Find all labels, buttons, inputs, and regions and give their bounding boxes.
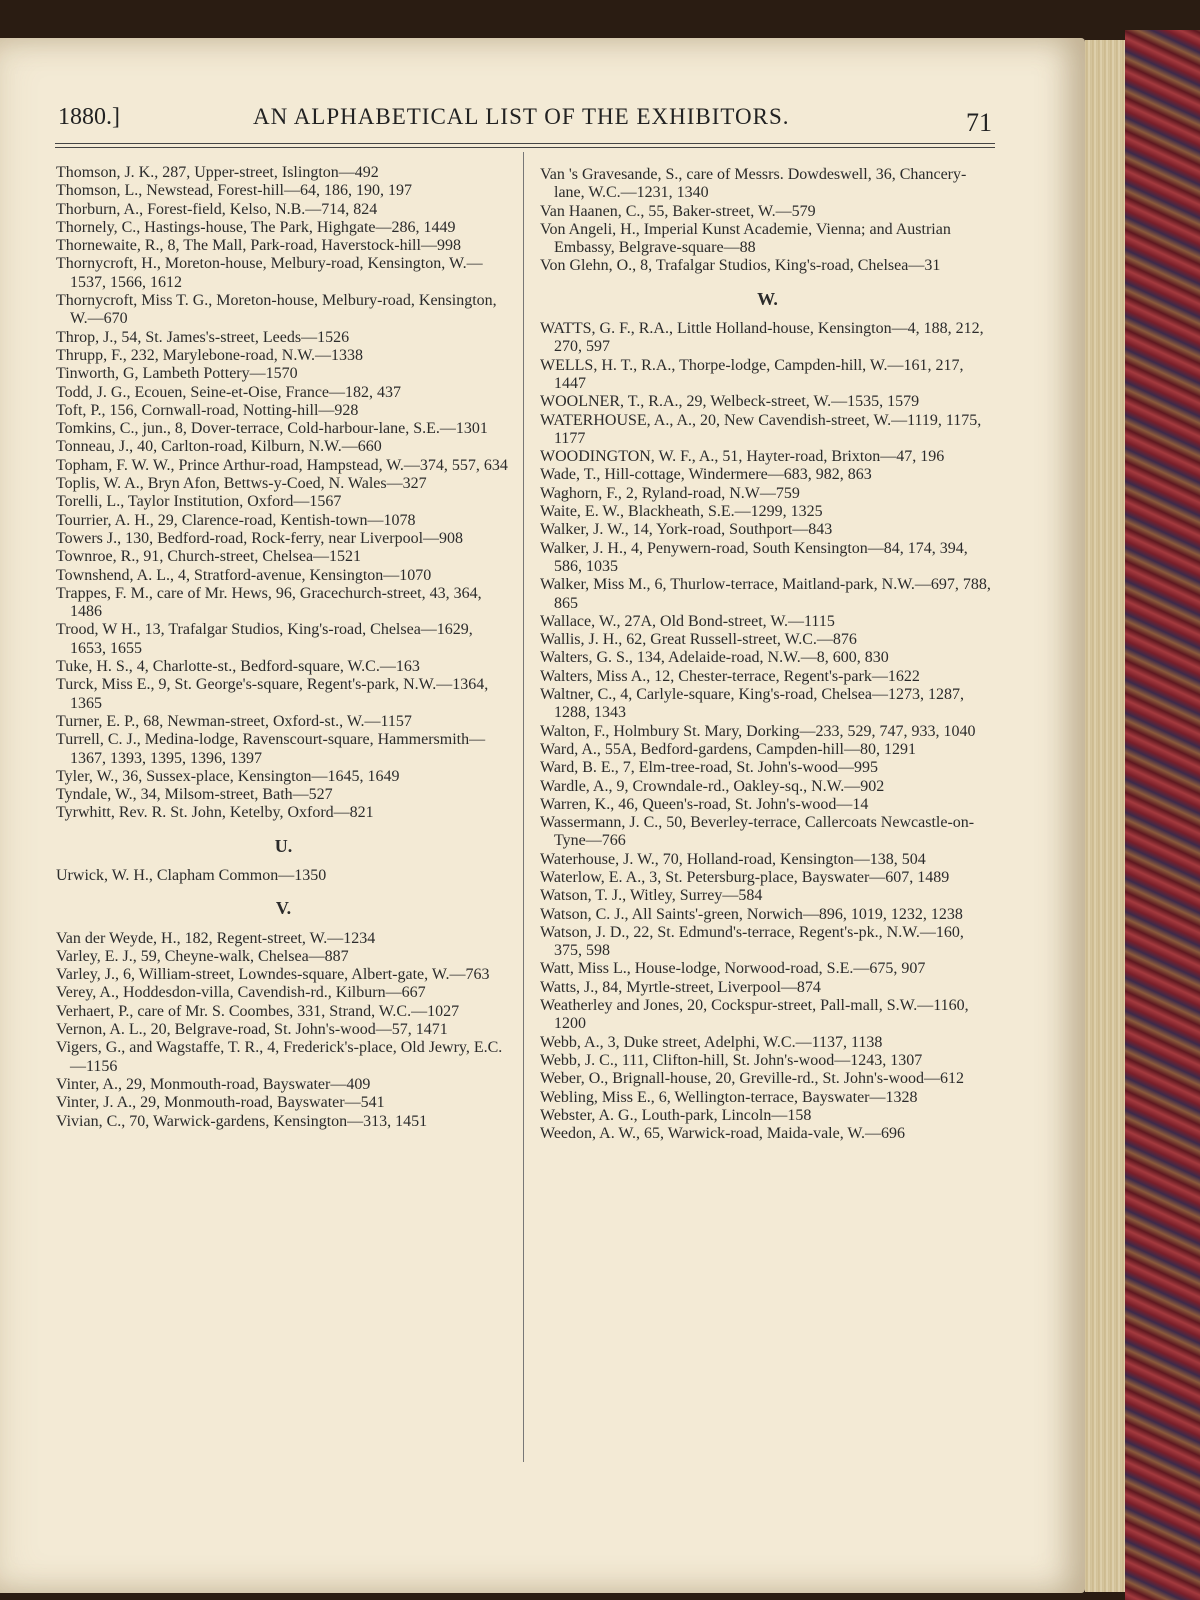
exhibitor-entry: Waghorn, F., 2, Ryland-road, N.W—759 — [540, 484, 800, 502]
exhibitor-entry: Walker, J. H., 4, Penywern-road, South Kensington—84, 174, 394, 586, 1035 — [540, 539, 968, 575]
exhibitor-entry: WELLS, H. T., R.A., Thorpe-lodge, Campden-hill, W.—161, 217, 1447 — [540, 356, 964, 392]
exhibitor-entry: Tomkins, C., jun., 8, Dover-terrace, Cold-harbour-lane, S.E.—1301 — [56, 420, 488, 438]
exhibitor-entry: Weber, O., Brignall-house, 20, Greville-rd., St. John's-wood—612 — [540, 1070, 964, 1088]
exhibitor-entry: Webb, A., 3, Duke street, Adelphi, W.C.—1137, 1138 — [540, 1033, 883, 1051]
exhibitor-entry: Tyrwhitt, Rev. R. St. John, Ketelby, Oxford—821 — [56, 804, 374, 822]
exhibitor-entry: Watson, T. J., Witley, Surrey—584 — [540, 887, 763, 905]
exhibitor-entry: Webling, Miss E., 6, Wellington-terrace, Bayswater—1328 — [540, 1088, 918, 1106]
exhibitor-entry: WOOLNER, T., R.A., 29, Welbeck-street, W.—1535, 1579 — [540, 393, 920, 411]
book-cover-edge — [1125, 30, 1200, 1600]
exhibitor-entry: Ward, B. E., 7, Elm-tree-road, St. John's-wood—995 — [540, 759, 878, 777]
exhibitor-entry: Trood, W H., 13, Trafalgar Studios, King's-road, Chelsea—1629, 1653, 1655 — [56, 621, 473, 657]
running-header — [58, 100, 998, 140]
exhibitor-entry: Waterhouse, J. W., 70, Holland-road, Kensington—138, 504 — [540, 850, 926, 868]
exhibitor-entry: Weedon, A. W., 65, Warwick-road, Maida-vale, W.—696 — [540, 1125, 906, 1143]
exhibitor-entry: Vinter, A., 29, Monmouth-road, Bayswater—409 — [56, 1075, 371, 1093]
page-stack-edge — [1085, 40, 1125, 1592]
left-column — [56, 164, 511, 1131]
exhibitor-entry: Tinworth, G, Lambeth Pottery—1570 — [56, 365, 298, 383]
exhibitor-entry: WATTS, G. F., R.A., Little Holland-house, Kensington—4, 188, 212, 270, 597 — [540, 320, 984, 356]
exhibitor-entry: Urwick, W. H., Clapham Common—1350 — [56, 866, 327, 884]
exhibitor-entry: Throp, J., 54, St. James's-street, Leeds—1526 — [56, 328, 350, 346]
exhibitor-entry: Watt, Miss L., House-lodge, Norwood-road, S.E.—675, 907 — [540, 960, 926, 978]
exhibitor-entry: Vivian, C., 70, Warwick-gardens, Kensington—313, 1451 — [56, 1112, 428, 1130]
t-entries — [56, 164, 511, 823]
exhibitor-entry: Thrupp, F., 232, Marylebone-road, N.W.—1338 — [56, 346, 363, 364]
exhibitor-entry: Townroe, R., 91, Church-street, Chelsea—1521 — [56, 548, 362, 566]
exhibitor-entry: Walters, Miss A., 12, Chester-terrace, Regent's-park—1622 — [540, 667, 920, 685]
exhibitor-entry: Toplis, W. A., Bryn Afon, Bettws-y-Coed, N. Wales—327 — [56, 475, 427, 493]
exhibitor-entry: Wallace, W., 27A, Old Bond-street, W.—1115 — [540, 612, 835, 630]
exhibitor-entry: Verey, A., Hoddesdon-villa, Cavendish-rd., Kilburn—667 — [56, 984, 426, 1002]
exhibitor-entry: Van der Weyde, H., 182, Regent-street, W.—1234 — [56, 929, 376, 947]
exhibitor-entry: Townshend, A. L., 4, Stratford-avenue, Kensington—1070 — [56, 566, 432, 584]
exhibitor-entry: Verhaert, P., care of Mr. S. Coombes, 331, Strand, W.C.—1027 — [56, 1002, 460, 1020]
u-entries — [56, 867, 511, 885]
exhibitor-entry: Toft, P., 156, Cornwall-road, Notting-hill—928 — [56, 401, 359, 419]
exhibitor-entry: Walton, F., Holmbury St. Mary, Dorking—233, 529, 747, 933, 1040 — [540, 722, 976, 740]
exhibitor-entry: Tyler, W., 36, Sussex-place, Kensington—1645, 1649 — [56, 767, 400, 785]
exhibitor-entry: Walker, J. W., 14, York-road, Southport—843 — [540, 521, 833, 539]
exhibitor-entry: Von Angeli, H., Imperial Kunst Academie, Vienna; and Austrian Embassy, Belgrave-square—88 — [540, 220, 951, 257]
exhibitor-entry: Vinter, J. A., 29, Monmouth-road, Bayswater—541 — [56, 1094, 385, 1112]
exhibitor-entry: Todd, J. G., Ecouen, Seine-et-Oise, France—182, 437 — [56, 383, 402, 401]
exhibitor-entry: Von Glehn, O., 8, Trafalgar Studios, King's-road, Chelsea—31 — [540, 257, 941, 275]
exhibitor-entry: Waite, E. W., Blackheath, S.E.—1299, 1325 — [540, 503, 823, 521]
exhibitor-entry: Wade, T., Hill-cottage, Windermere—683, 982, 863 — [540, 466, 872, 484]
v-entries-right — [540, 166, 995, 276]
exhibitor-entry: Weatherley and Jones, 20, Cockspur-street, Pall-mall, S.W.—1160, 1200 — [540, 997, 969, 1033]
exhibitor-entry: Webster, A. G., Louth-park, Lincoln—158 — [540, 1106, 812, 1124]
exhibitor-entry: Thornewaite, R., 8, The Mall, Park-road, Haverstock-hill—998 — [56, 237, 461, 255]
exhibitor-entry: Thomson, L., Newstead, Forest-hill—64, 186, 190, 197 — [56, 182, 412, 200]
exhibitor-entry: Tuke, H. S., 4, Charlotte-st., Bedford-square, W.C.—163 — [56, 658, 420, 676]
w-entries — [540, 320, 995, 1143]
header-rule-top — [55, 143, 995, 144]
exhibitor-entry: Watts, J., 84, Myrtle-street, Liverpool—874 — [540, 978, 821, 996]
header-year: 1880.] — [58, 104, 120, 130]
exhibitor-entry: Varley, J., 6, William-street, Lowndes-square, Albert-gate, W.—763 — [56, 966, 490, 984]
exhibitor-entry: Wallis, J. H., 62, Great Russell-street, W.C.—876 — [540, 631, 857, 649]
exhibitor-entry: Wardle, A., 9, Crowndale-rd., Oakley-sq., N.W.—902 — [540, 777, 885, 795]
header-title: AN ALPHABETICAL LIST OF THE EXHIBITORS. — [253, 104, 790, 129]
exhibitor-entry: Tourrier, A. H., 29, Clarence-road, Kentish-town—1078 — [56, 511, 416, 529]
header-rule-bottom — [55, 147, 995, 148]
exhibitor-entry: Watson, C. J., All Saints'-green, Norwich—896, 1019, 1232, 1238 — [540, 905, 963, 923]
exhibitor-entry: Trappes, F. M., care of Mr. Hews, 96, Gracechurch-street, 43, 364, 1486 — [56, 584, 482, 621]
exhibitor-entry: Ward, A., 55A, Bedford-gardens, Campden-hill—80, 1291 — [540, 740, 916, 758]
exhibitor-entry: Watson, J. D., 22, St. Edmund's-terrace, Regent's-pk., N.W.—160, 375, 598 — [540, 923, 964, 960]
exhibitor-entry: Walters, G. S., 134, Adelaide-road, N.W.—8, 600, 830 — [540, 649, 889, 667]
page-number: 71 — [966, 108, 992, 137]
exhibitor-entry: Tonneau, J., 40, Carlton-road, Kilburn, N.W.—660 — [56, 438, 382, 456]
exhibitor-entry: Towers J., 130, Bedford-road, Rock-ferry, near Liverpool—908 — [56, 529, 464, 547]
exhibitor-entry: Wassermann, J. C., 50, Beverley-terrace, Callercoats Newcastle-on-Tyne—766 — [540, 814, 975, 850]
exhibitor-entry: Thornely, C., Hastings-house, The Park, Highgate—286, 1449 — [56, 218, 456, 236]
exhibitor-entry: Thornycroft, Miss T. G., Moreton-house, Melbury-road, Kensington, W.—670 — [56, 292, 497, 328]
exhibitor-entry: Webb, J. C., 111, Clifton-hill, St. John's-wood—1243, 1307 — [540, 1051, 923, 1069]
section-heading-w: W. — [757, 288, 778, 309]
exhibitor-entry: Waterlow, E. A., 3, St. Petersburg-place, Bayswater—607, 1489 — [540, 868, 950, 886]
column-divider — [523, 152, 524, 1462]
v-entries-left — [56, 930, 511, 1131]
exhibitor-entry: Turck, Miss E., 9, St. George's-square, Regent's-park, N.W.—1364, 1365 — [56, 676, 489, 712]
section-heading-u: U. — [274, 835, 293, 856]
exhibitor-entry: Turrell, C. J., Medina-lodge, Ravenscourt-square, Hammersmith—1367, 1393, 1395, 1396, 1397 — [56, 731, 486, 767]
exhibitor-entry: Van Haanen, C., 55, Baker-street, W.—579 — [540, 202, 816, 220]
right-column — [540, 166, 995, 1143]
exhibitor-entry: Thorburn, A., Forest-field, Kelso, N.B.—714, 824 — [56, 200, 378, 218]
exhibitor-entry: Thornycroft, H., Moreton-house, Melbury-road, Kensington, W.—1537, 1566, 1612 — [56, 255, 483, 291]
exhibitor-entry: Topham, F. W. W., Prince Arthur-road, Hampstead, W.—374, 557, 634 — [56, 456, 508, 474]
exhibitor-entry: Thomson, J. K., 287, Upper-street, Islington—492 — [56, 164, 379, 181]
exhibitor-entry: Vernon, A. L., 20, Belgrave-road, St. John's-wood—57, 1471 — [56, 1021, 448, 1039]
exhibitor-entry: Tyndale, W., 34, Milsom-street, Bath—527 — [56, 786, 333, 804]
section-heading-v: V. — [275, 898, 292, 919]
exhibitor-entry: Waltner, C., 4, Carlyle-square, King's-road, Chelsea—1273, 1287, 1288, 1343 — [540, 686, 964, 722]
exhibitor-entry: Vigers, G., and Wagstaffe, T. R., 4, Frederick's-place, Old Jewry, E.C.—1156 — [56, 1039, 503, 1075]
exhibitor-entry: WOODINGTON, W. F., A., 51, Hayter-road, Brixton—47, 196 — [540, 448, 945, 466]
exhibitor-entry: Van 's Gravesande, S., care of Messrs. Dowdeswell, 36, Chancery-lane, W.C.—1231, 1340 — [540, 166, 967, 202]
exhibitor-entry: Walker, Miss M., 6, Thurlow-terrace, Maitland-park, N.W.—697, 788, 865 — [540, 576, 991, 612]
exhibitor-entry: Warren, K., 46, Queen's-road, St. John's-wood—14 — [540, 795, 869, 813]
exhibitor-entry: WATERHOUSE, A., A., 20, New Cavendish-street, W.—1119, 1175, 1177 — [540, 411, 982, 447]
exhibitor-entry: Torelli, L., Taylor Institution, Oxford—1567 — [56, 493, 342, 511]
exhibitor-entry: Varley, E. J., 59, Cheyne-walk, Chelsea—887 — [56, 947, 349, 965]
exhibitor-entry: Turner, E. P., 68, Newman-street, Oxford-st., W.—1157 — [56, 712, 412, 730]
